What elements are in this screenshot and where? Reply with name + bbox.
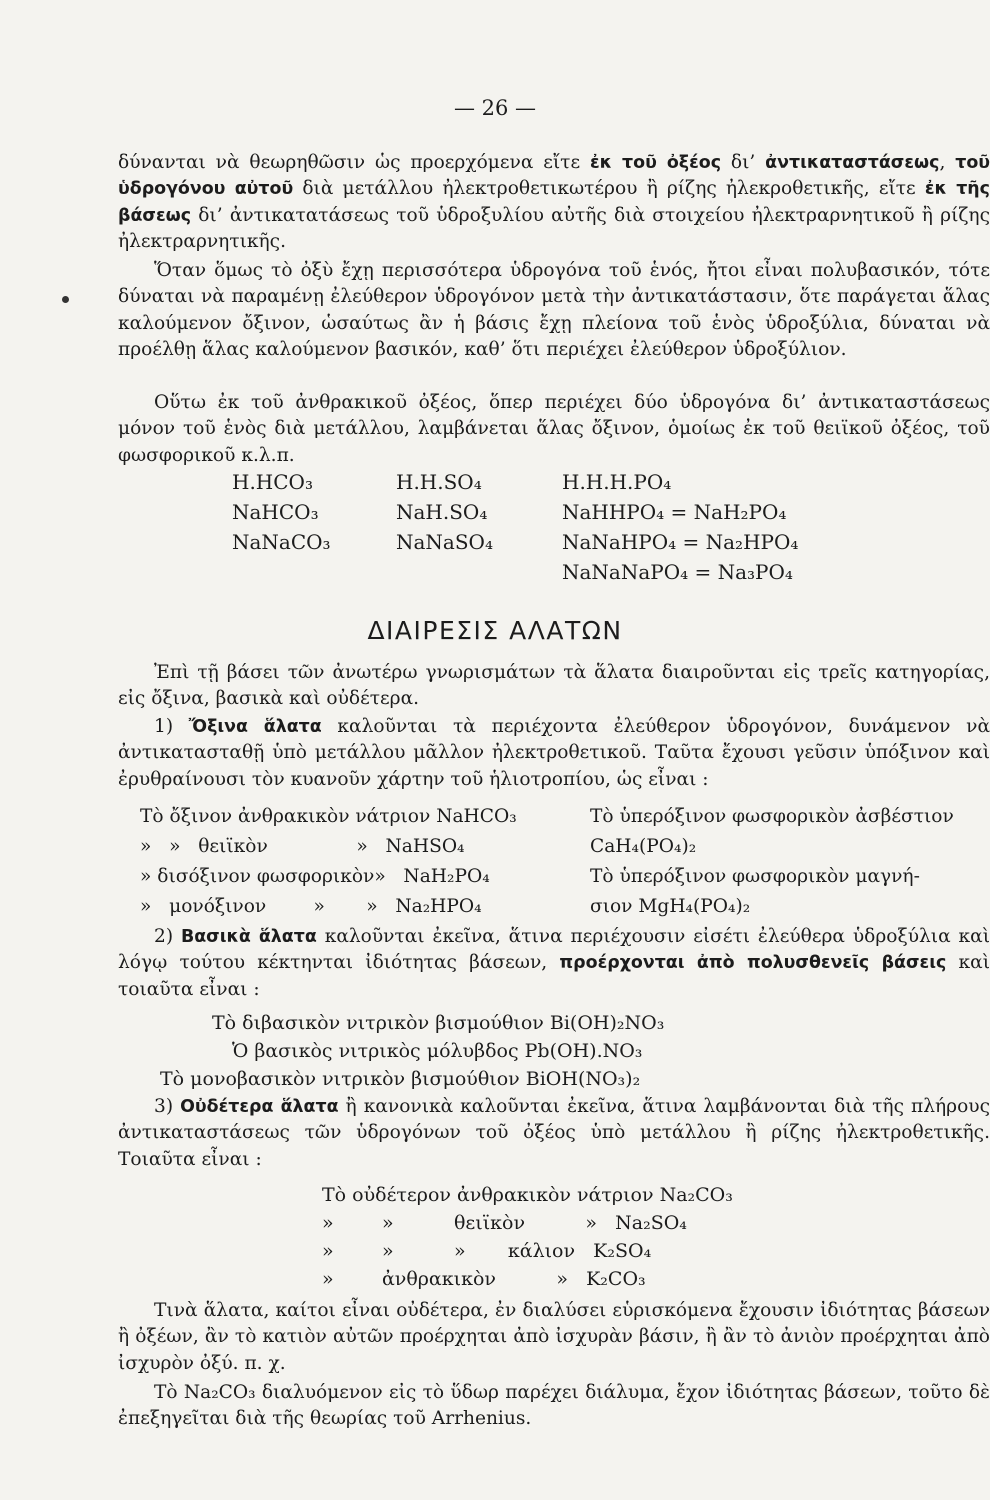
basic-salt-line: Ὁ βασικὸς νιτρικὸς μόλυβδος Pb(OH).NO₃: [232, 1040, 643, 1062]
basic-salt-line: Τὸ διβασικὸν νιτρικὸν βισμούθιον Bi(OH)₂NO₃: [212, 1012, 665, 1034]
acid-salt-right: CaH₄(PO₄)₂: [590, 836, 697, 857]
paragraph-intro: δύνανται νὰ θεωρηθῶσιν ὡς προερχόμενα εἴτε ἐκ τοῦ ὀξέος δι’ ἀντικαταστάσεως, τοῦ ὑδρογόνου αὐτοῦ διὰ μετάλλου ἠλεκτροθετικωτέρου ἢ ρίζης ἠλεκροθετικῆς, εἴτε ἐκ τῆς βάσεως δι’ ἀντικατατάσεως τοῦ ὑδροξυλίου αὐτῆς διὰ στοιχείου ἠλεκτραρνητικοῦ ἢ ρίζης ἠλεκτραρνητικῆς.: [118, 152, 990, 253]
bold-term: ἐκ τοῦ ὀξέος: [589, 153, 722, 173]
acid-salt-right: Τὸ ὑπερόξινον φωσφορικὸν ἀσβέστιον: [590, 806, 954, 827]
formula: NaNaNaPO₄ = Na₃PO₄: [562, 560, 793, 584]
bold-term: Βασικὰ ἅλατα: [180, 927, 317, 947]
bold-term: τοῦ ὑδρογόνου αὐτοῦ: [118, 153, 990, 200]
paragraph-example: Οὕτω ἐκ τοῦ ἀνθρακικοῦ ὀξέος, ὅπερ περιέχει δύο ὑδρογόνα δι’ ἀντικαταστάσεως μόνον τοῦ ἑνὸς διὰ μετάλλου, λαμβάνεται ἅλας ὄξινον, ὁμοίως ἐκ τοῦ θειϊκοῦ ὀξέος, τοῦ φωσφορικοῦ κ.λ.π.: [118, 392, 990, 466]
acid-salt-left: Τὸ ὄξινον ἀνθρακικὸν νάτριον NaHCO₃: [140, 806, 517, 827]
formula: NaHCO₃: [232, 500, 319, 524]
neutral-salt-line: » » θειϊκὸν » Na₂SO₄: [322, 1212, 687, 1234]
section-heading: ΔΙΑΙΡΕΣΙΣ ΑΛΑΤΩΝ: [367, 616, 623, 645]
paragraph-arrhenius: Τὸ Na₂CO₃ διαλυόμενον εἰς τὸ ὕδωρ παρέχει διάλυμα, ἔχον ἰδιότητας βάσεων, τοῦτο δὲ ἐπεξηγεῖται διὰ τῆς θεωρίας τοῦ Arrhenius.: [118, 1382, 990, 1430]
paragraph-polybasic: Ὅταν ὅμως τὸ ὀξὺ ἔχῃ περισσότερα ὑδρογόνα τοῦ ἑνός, ἤτοι εἶναι πολυβασικόν, τότε δύναται νὰ παραμένῃ ἐλεύθερον ὑδρογόνον μετὰ τὴν ἀντικατάστασιν, ὅτε παράγεται ἅλας καλούμενον ὄξινον, ὡσαύτως ἂν ἡ βάσις ἔχῃ πλείονα τοῦ ἑνὸς ὑδροξύλια, δύναται νὰ προέλθῃ ἅλας καλούμενον βασικόν, καθ’ ὅτι περιέχει ἐλεύθερον ὑδροξύλιον.: [118, 260, 990, 361]
acid-salt-left: » μονόξινον » » Na₂HPO₄: [140, 896, 482, 917]
formula: NaNaSO₄: [396, 530, 493, 554]
neutral-salt-line: » » » κάλιον K₂SO₄: [322, 1240, 652, 1262]
bold-term: ἐκ τῆς βάσεως: [118, 179, 990, 226]
formula: H.H.SO₄: [396, 470, 482, 494]
acid-salt-right: σιον MgH₄(PO₄)₂: [590, 896, 751, 917]
acid-salt-left: » » θειϊκὸν » NaHSO₄: [140, 836, 465, 857]
formula: H.HCO₃: [232, 470, 313, 494]
bold-term: προέρχονται ἀπὸ πολυσθενεῖς βάσεις: [559, 953, 947, 974]
bold-term: Οὐδέτερα ἅλατα: [180, 1097, 339, 1117]
neutral-salt-line: » ἀνθρακικὸν » K₂CO₃: [322, 1268, 646, 1290]
acid-salt-left: » δισόξινον φωσφορικὸν» NaH₂PO₄: [140, 866, 490, 887]
paragraph-classification: Ἐπὶ τῇ βάσει τῶν ἀνωτέρω γνωρισμάτων τὰ ἅλατα διαιροῦνται εἰς τρεῖς κατηγορίας, εἰς ὄξινα, βασικὰ καὶ οὐδέτερα.: [118, 662, 990, 710]
acid-salt-right: Τὸ ὑπερόξινον φωσφορικὸν μαγνή-: [590, 866, 920, 887]
formula: NaNaCO₃: [232, 530, 331, 554]
formula: NaNaHPO₄ = Na₂HPO₄: [562, 530, 799, 554]
paragraph-basic-salts: 2) Βασικὰ ἅλατα καλοῦνται ἐκεῖνα, ἅτινα περιέχουσιν εἰσέτι ἐλεύθερα ὑδροξύλια καὶ λόγῳ τούτου κέκτηνται ἰδιότητας βάσεων, προέρχονται ἀπὸ πολυσθενεῖς βάσεις καὶ τοιαῦτα εἶναι :: [118, 926, 990, 1000]
formula: H.H.H.PO₄: [562, 470, 672, 494]
paragraph-neutral-salts: 3) Οὐδέτερα ἅλατα ἢ κανονικὰ καλοῦνται ἐκεῖνα, ἅτινα λαμβάνονται διὰ τῆς πλήρους ἀντικαταστάσεως τῶν ὑδρογόνων τοῦ ὀξέος ὑπὸ μετάλλου ἢ ρίζης ἠλεκτροθετικῆς. Τοιαῦτα εἶναι :: [118, 1096, 990, 1170]
formula: NaHHPO₄ = NaH₂PO₄: [562, 500, 787, 524]
paragraph-acid-salts: 1) Ὄξινα ἅλατα καλοῦνται τὰ περιέχοντα ἐλεύθερον ὑδρογόνον, δυνάμενον νὰ ἀντικατασταθῇ ὑπὸ μετάλλου μᾶλλον ἠλεκτροθετικοῦ. Ταῦτα ἔχουσι γεῦσιν ὑπόξινον καὶ ἐρυθραίνουσι τὸν κυανοῦν χάρτην τοῦ ἡλιοτροπίου, ὡς εἶναι :: [118, 716, 990, 790]
page-number: — 26 —: [453, 96, 537, 120]
formula: NaH.SO₄: [396, 500, 488, 524]
bold-term: ἀντικαταστάσεως: [765, 153, 940, 173]
basic-salt-line: Τὸ μονοβασικὸν νιτρικὸν βισμούθιον BiOH(NO₃)₂: [160, 1068, 641, 1090]
neutral-salt-line: Τὸ οὐδέτερον ἀνθρακικὸν νάτριον Na₂CO₃: [322, 1184, 733, 1206]
paragraph-hydrolysis: Τινὰ ἅλατα, καίτοι εἶναι οὐδέτερα, ἐν διαλύσει εὑρισκόμενα ἔχουσιν ἰδιότητας βάσεων ἢ ὀξέων, ἂν τὸ κατιὸν αὐτῶν προέρχηται ἀπὸ ἰσχυρὰν βάσιν, ἢ ἂν τὸ ἀνιὸν προέρχηται ἀπὸ ἰσχυρὸν ὀξύ. π. χ.: [118, 1300, 990, 1374]
margin-dot: [62, 296, 69, 303]
bold-term: Ὄξινα ἅλατα: [188, 717, 322, 737]
